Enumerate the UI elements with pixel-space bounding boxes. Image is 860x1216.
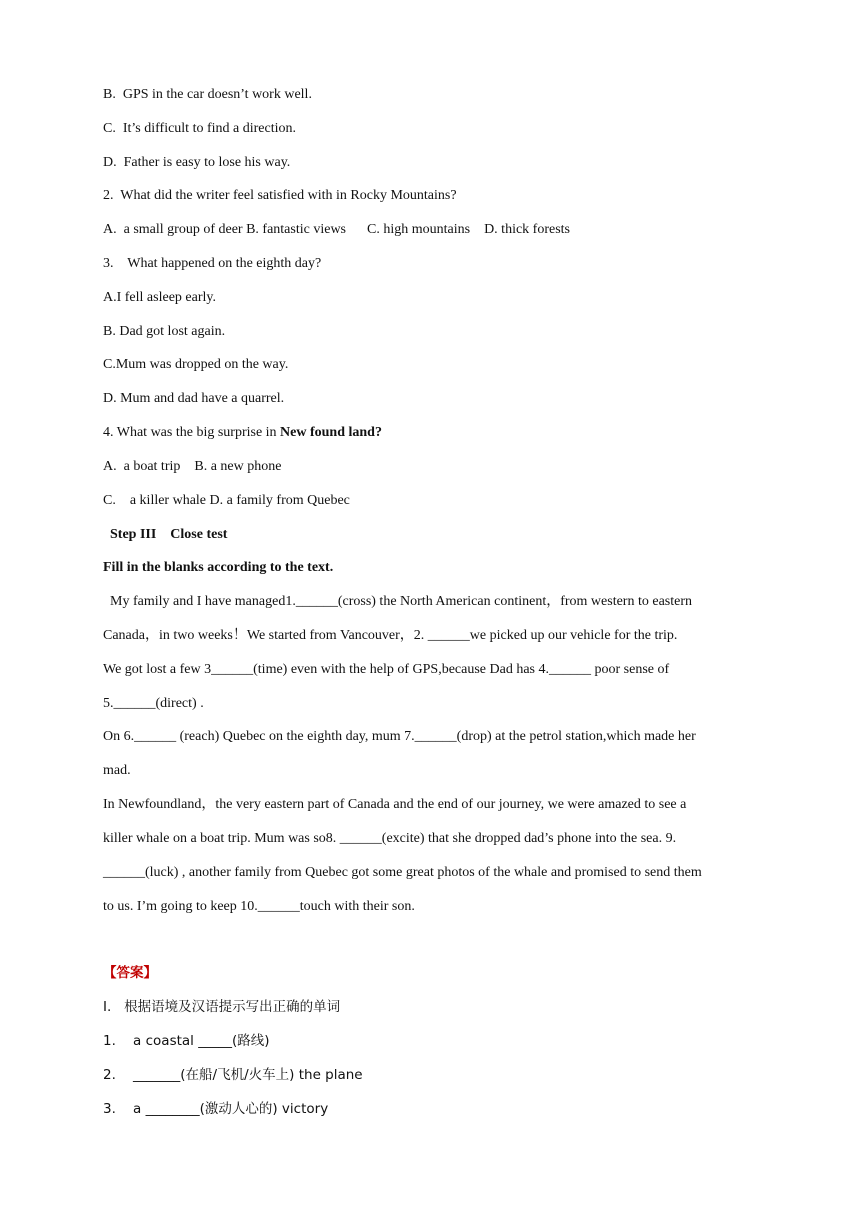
q4-options-cd: [103, 491, 350, 511]
passage-line-3: We got lost a few 3______(time) even with the help of GPS,because Dad has 4.______ poor sense of: [103, 662, 670, 677]
q2-options: [103, 220, 570, 240]
passage-line-7: In Newfoundland，the very eastern part of Canada and the end of our journey, we were amazed to see a: [103, 797, 687, 812]
passage-line-6: mad.: [103, 763, 131, 778]
q4-option-a: A. a boat trip: [103, 459, 181, 474]
question-4: [103, 423, 382, 443]
answer-item-1: 1. a coastal _____(路线): [103, 1033, 270, 1049]
q1-option-b: B. GPS in the car doesn’t work well.: [103, 87, 312, 102]
passage-line-4: 5.______(direct) .: [103, 696, 204, 711]
step3-instruction: Fill in the blanks according to the text.: [103, 560, 334, 575]
q4-text: 4. What was the big surprise in: [103, 425, 281, 440]
step3-title: Step III Close test: [110, 527, 228, 542]
q2-option-d: D. thick forests: [484, 222, 570, 237]
passage-line-5: On 6.______ (reach) Quebec on the eighth day, mum 7.______(drop) at the petrol station,which made her: [103, 729, 696, 744]
q4-bold-text: New found land?: [280, 425, 382, 440]
answer-heading: 【答案】: [103, 965, 157, 981]
q3-option-d: D. Mum and dad have a quarrel.: [103, 391, 285, 406]
passage-line-2: Canada，in two weeks！We started from Vancouver，2. ______we picked up our vehicle for the trip.: [103, 628, 678, 643]
q4-option-d: D. a family from Quebec: [209, 493, 350, 508]
q2-option-a: A. a small group of deer: [103, 222, 243, 237]
q4-options-ab: [103, 457, 281, 477]
q1-option-d: D. Father is easy to lose his way.: [103, 155, 291, 170]
answer-section-title: Ⅰ. 根据语境及汉语提示写出正确的单词: [103, 999, 341, 1015]
q4-option-b: B. a new phone: [194, 459, 282, 474]
q3-option-b: B. Dad got lost again.: [103, 324, 226, 339]
q2-option-c: C. high mountains: [367, 222, 471, 237]
passage-line-1: My family and I have managed1.______(cross) the North American continent，from western to eastern: [103, 594, 692, 609]
answer-item-3: 3. a ________(激动人心的) victory: [103, 1101, 329, 1117]
answer-item-2: 2. _______(在船/飞机/火车上) the plane: [103, 1067, 363, 1083]
q1-option-c: C. It’s difficult to find a direction.: [103, 121, 296, 136]
question-3: 3. What happened on the eighth day?: [103, 256, 322, 271]
q2-option-b: B. fantastic views: [246, 222, 346, 237]
q3-option-c: C.Mum was dropped on the way.: [103, 357, 289, 372]
question-2: 2. What did the writer feel satisfied with in Rocky Mountains?: [103, 188, 457, 203]
passage-line-8: killer whale on a boat trip. Mum was so8. ______(excite) that she dropped dad’s phone into the sea. 9.: [103, 831, 677, 846]
q4-option-c: C. a killer whale: [103, 493, 207, 508]
q3-option-a: A.I fell asleep early.: [103, 290, 216, 305]
passage-line-9: ______(luck) , another family from Quebec got some great photos of the whale and promised to send them: [103, 865, 702, 880]
passage-line-10: to us. I’m going to keep 10.______touch with their son.: [103, 899, 415, 914]
